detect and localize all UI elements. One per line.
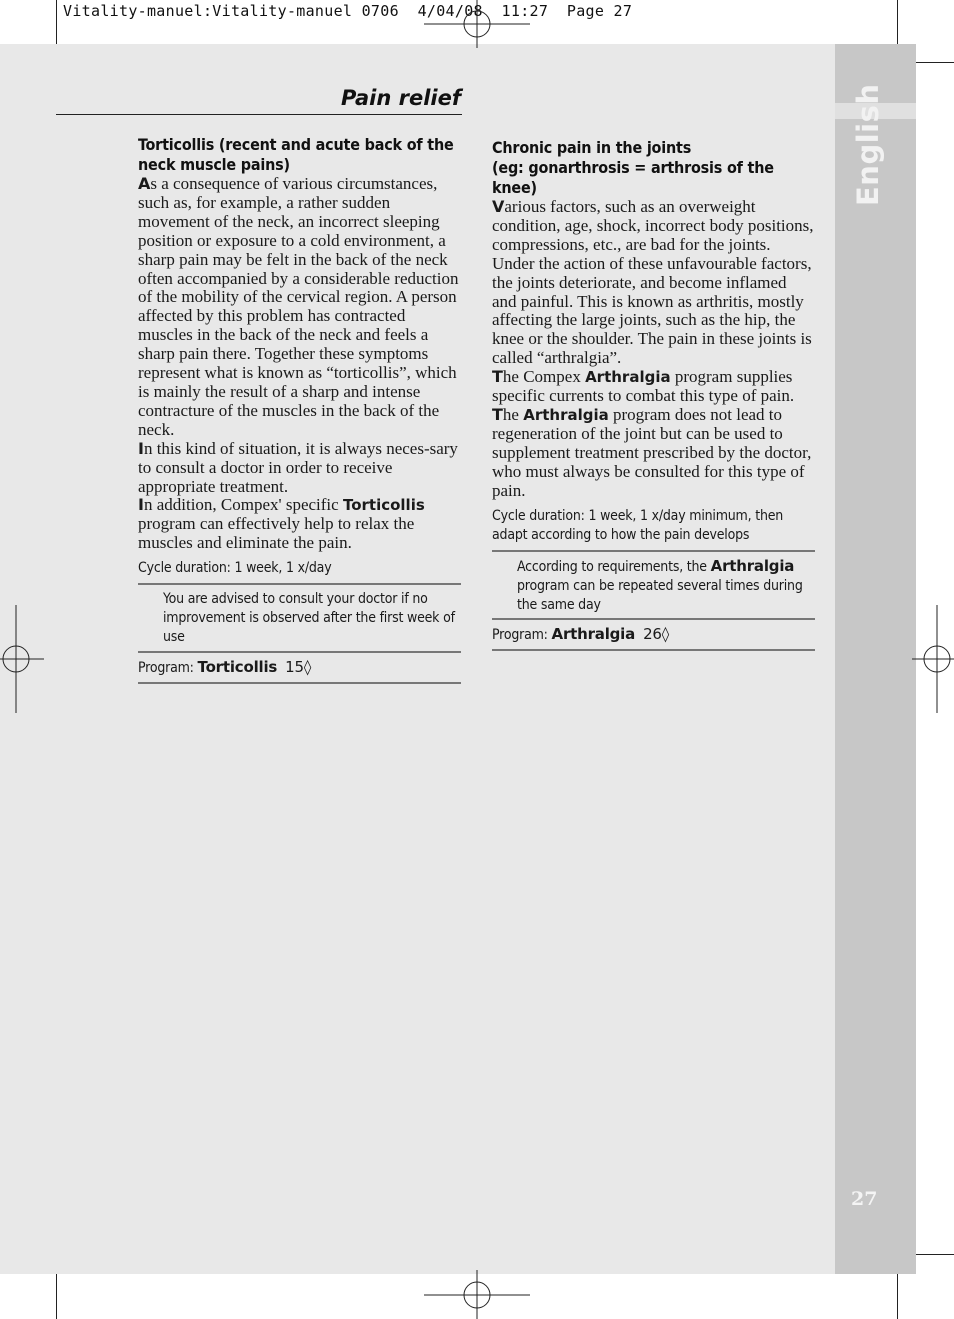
crop-mark [897,1270,898,1319]
program-line [138,658,461,678]
paragraph-text: program supplies specific currents to combat this type of pain. [492,367,795,406]
language-tab-label: English [851,83,885,206]
registration-mark-top [424,0,532,48]
paragraph-text: he [502,404,524,424]
program-label: Program: [492,626,552,643]
torticollis-paragraph-1 [138,175,461,440]
crop-mark [912,62,954,63]
title-rule [56,114,462,115]
advice-note: You are advised to consult your doctor if no improvement is observed after the first week of use [163,591,455,646]
arthralgia-paragraph-2 [492,368,815,406]
arthralgia-paragraph-3 [492,406,815,501]
drop-cap: I [138,495,144,515]
drop-cap: A [138,174,151,193]
drop-cap: T [492,367,503,387]
crop-mark [56,0,57,48]
drop-cap: T [492,404,503,424]
divider [138,583,461,585]
heading-line: (eg: gonarthrosis = arthrosis of the knee) [492,158,774,197]
torticollis-section [138,135,461,684]
program-name: Arthralgia [523,405,609,424]
registration-mark-bottom [424,1270,532,1319]
paragraph-text: n addition, Compex' specific [143,495,343,515]
section-title: Pain relief [340,86,461,110]
divider [138,651,461,653]
arthralgia-paragraph-1 [492,198,815,368]
program-name: Arthralgia [551,624,636,643]
drop-cap: V [492,197,505,216]
cycle-duration: Cycle duration: 1 week, 1 x/day [138,560,332,577]
program-number: 15◊ [285,658,312,677]
paragraph-text: n this kind of situation, it is always neces-sary to consult a doctor in order to receive appropriate treatment. [138,438,458,496]
page-number: 27 [851,1188,878,1210]
program-name: Torticollis [197,658,278,677]
program-name: Torticollis [342,496,425,515]
paragraph-text: s a consequence of various circumstances, such as, for example, a rather sudden movement of the neck, an incorrect sleeping position or exposure to a cold environment, a sharp pain may be felt in the back of the neck often accompanied by a considerable reduction of the mobility of the cervical region. A person affected by this problem has contracted muscles in the back of the neck and feels a sharp pain there. Together these symptoms represent what is known as “torticollis”, which is mainly the result of a sharp and intense contracture of the muscles in the back of the neck. [138,174,459,439]
paragraph-text: arious factors, such as an overweight condition, age, shock, incorrect body positions, compressions, etc., are bad for the joints. Under the action of these unfavourable factors, the joints deteriorate, and become inflamed and painful. This is known as arthritis, mostly affecting the large joints, such as the hip, the knee or the shoulder. The pain in these joints is called “arthralgia”. [492,197,814,368]
repeat-note [492,557,815,615]
crop-mark [897,0,898,48]
language-tab [835,44,916,1274]
torticollis-paragraph-2 [138,440,461,497]
torticollis-paragraph-3 [138,496,461,553]
print-slug: Vitality-manuel:Vitality-manuel 0706 4/04/08 11:27 Page 27 [63,2,633,20]
program-name: Arthralgia [710,556,795,575]
divider [492,550,815,552]
paragraph-text: he Compex [502,367,586,387]
torticollis-heading: Torticollis (recent and acute back of the neck muscle pains) [138,135,454,174]
divider [492,618,815,620]
note-text: According to requirements, the [517,558,711,575]
arthralgia-section [492,138,815,651]
registration-mark-right [912,605,954,713]
crop-mark [56,1270,57,1319]
program-label: Program: [138,660,198,677]
heading-line: Chronic pain in the joints [492,138,692,157]
cycle-duration: Cycle duration: 1 week, 1 x/day minimum, then adapt according to how the pain develops [492,507,784,543]
paragraph-text: program does not lead to regeneration of the joint but can be used to supplement treatment prescribed by the doctor, who must always be consulted for this type of pain. [492,404,812,500]
divider [492,649,815,651]
divider [138,682,461,684]
paragraph-text: program can effectively help to relax the muscles and eliminate the pain. [138,514,415,553]
crop-mark [912,1254,954,1255]
arthralgia-heading [492,138,815,198]
registration-mark-left [0,605,44,713]
program-number: 26◊ [643,624,669,643]
note-text: program can be repeated several times during the same day [517,577,803,613]
program-name: Arthralgia [585,368,671,387]
program-line [492,625,815,645]
drop-cap: I [138,438,144,458]
